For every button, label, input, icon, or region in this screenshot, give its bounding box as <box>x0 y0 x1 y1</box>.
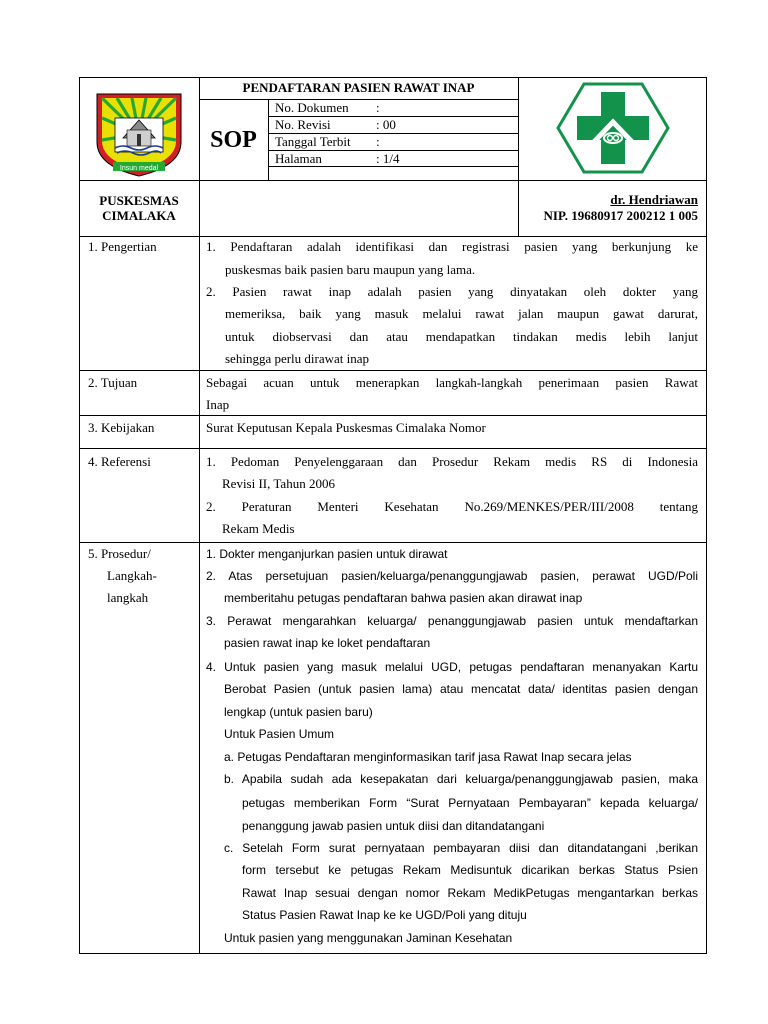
meta-value: : 00 <box>376 117 396 132</box>
org-name-line2: CIMALAKA <box>102 208 176 223</box>
meta-value: : <box>376 134 380 149</box>
section-label-tujuan: 2. Tujuan <box>88 375 138 390</box>
substep-line: petugas memberikan Form “Surat Pernyataan Pembayaran” kepada keluarga/ <box>242 796 698 810</box>
body-line: 1. Pedoman Penyelenggaraan dan Prosedur Rekam medis RS di Indonesia <box>206 454 698 469</box>
substep-line: Rawat Inap sesuai dengan nomor Rekam MedikPetugas mengantarkan berkas <box>242 886 698 900</box>
body-line: 2. Pasien rawat inap adalah pasien yang dinyatakan oleh dokter yang <box>206 284 698 299</box>
substep-line: form tersebut ke petugas Rekam Medisuntuk dicarikan berkas Status Psien <box>242 863 698 877</box>
step-line: 3. Perawat mengarahkan keluarga/ penanggungjawab pasien untuk mendaftarkan <box>206 614 698 628</box>
meta-label: Halaman <box>275 151 322 166</box>
body-line: Revisi II, Tahun 2006 <box>222 476 335 491</box>
step-line: memberitahu petugas pendaftaran bahwa pasien akan dirawat inap <box>224 591 583 605</box>
body-line: sehingga perlu dirawat inap <box>225 351 370 366</box>
step-line: pasien rawat inap ke loket pendaftaran <box>224 636 431 650</box>
subheading-jaminan-kesehatan: Untuk pasien yang menggunakan Jaminan Kesehatan <box>224 931 513 945</box>
section-label-prosedur: langkah <box>107 590 149 605</box>
body-line: puskesmas baik pasien baru maupun yang lama. <box>225 262 476 277</box>
signer-name: dr. Hendriawan <box>610 192 698 207</box>
body-line: Rekam Medis <box>222 521 295 536</box>
step-line: Berobat Pasien (untuk pasien lama) atau mencatat data/ identitas pasien dengan <box>224 682 698 696</box>
org-name-line1: PUSKESMAS <box>99 193 179 208</box>
step-line: lengkap (untuk pasien baru) <box>224 705 373 719</box>
body-line: 1. Pendaftaran adalah identifikasi dan registrasi pasien yang berkunjung ke <box>206 239 698 254</box>
meta-label: No. Revisi <box>275 117 331 132</box>
signer-nip: NIP. 19680917 200212 1 005 <box>543 208 698 223</box>
body-line: untuk diobservasi dan atau mendapatkan tindakan medis lebih lanjut <box>225 329 698 344</box>
substep-line: Status Pasien Rawat Inap ke ke UGD/Poli yang dituju <box>242 908 527 922</box>
step-line: 2. Atas persetujuan pasien/keluarga/penanggungjawab pasien, perawat UGD/Poli <box>206 569 698 583</box>
section-label-prosedur: 5. Prosedur/ <box>88 546 151 561</box>
step-line: 4. Untuk pasien yang masuk melalui UGD, petugas pendaftaran menanyakan Kartu <box>206 660 698 674</box>
substep-line: c. Setelah Form surat pernyataan pembayaran diisi dan ditandatangani ,berikan <box>224 841 698 855</box>
sop-label: SOP <box>210 127 257 153</box>
document-title: PENDAFTARAN PASIEN RAWAT INAP <box>242 80 475 95</box>
meta-value: : 1/4 <box>376 151 400 166</box>
meta-label: Tanggal Terbit <box>275 134 351 149</box>
subheading-pasien-umum: Untuk Pasien Umum <box>224 727 335 741</box>
substep-line: a. Petugas Pendaftaran menginformasikan tarif jasa Rawat Inap secara jelas <box>224 750 632 764</box>
substep-line: b. Apabila sudah ada kesepakatan dari keluarga/penanggungjawab pasien, maka <box>224 772 698 786</box>
section-label-kebijakan: 3. Kebijakan <box>88 420 155 435</box>
section-label-prosedur: Langkah- <box>107 568 157 583</box>
substep-line: penanggung jawab pasien untuk diisi dan ditandatangani <box>242 819 545 833</box>
meta-value: : <box>376 100 380 115</box>
step-line: 1. Dokter menganjurkan pasien untuk dirawat <box>206 547 448 561</box>
section-label-referensi: 4. Referensi <box>88 454 151 469</box>
meta-label: No. Dokumen <box>275 100 349 115</box>
body-line: 2. Peraturan Menteri Kesehatan No.269/MENKES/PER/III/2008 tentang <box>206 499 698 514</box>
section-body-kebijakan: Surat Keputusan Kepala Puskesmas Cimalaka Nomor <box>206 420 486 435</box>
body-line: Inap <box>206 397 230 412</box>
logo-motto: Insun medal <box>119 165 159 172</box>
body-line: Sebagai acuan untuk menerapkan langkah-langkah penerimaan pasien Rawat <box>206 375 698 390</box>
section-label-pengertian: 1. Pengertian <box>88 239 157 254</box>
regency-emblem-logo <box>93 90 185 178</box>
puskesmas-logo <box>556 82 670 174</box>
body-line: memeriksa, baik yang masuk melalui rawat jalan maupun gawat darurat, <box>225 306 698 321</box>
